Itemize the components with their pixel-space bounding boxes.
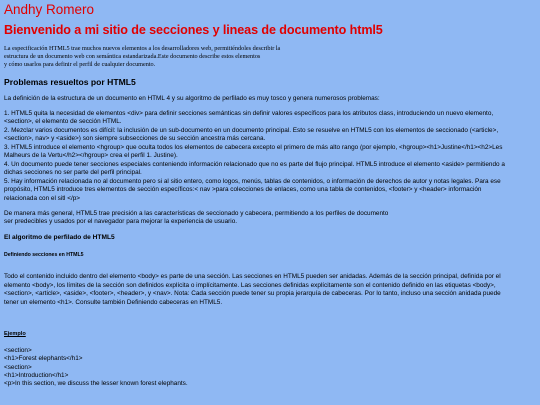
problems-item: Malheurs de la Vertu</h2></hgroup> crea el perfil 1. Justine). [4, 152, 178, 160]
site-name: Andhy Romero [4, 2, 95, 17]
algorithm-line: tener un elemento <h1>. Consulte también Definiendo cabeceras en HTML5. [4, 298, 223, 306]
code-line: <h1>Forest elephants</h1> [4, 355, 83, 363]
problems-item: 3. HTML5 introduce el elemento <hgroup> que oculta todos los elementos de cabecera excepto el primero de más alto rango (por ejemplo, <hgroup><h1>Justine</h1><h2>Les [4, 143, 503, 151]
problems-heading: Problemas resueltos por HTML5 [4, 77, 136, 88]
defining-sections-heading: Definiendo secciones en HTML5 [4, 251, 84, 258]
problems-item: <section>, nav> y <aside>) son siempre subsecciones de su sección ancestra más cercana. [4, 135, 266, 143]
code-line: <section> [4, 363, 32, 371]
closing-line: ser predecibles y usados por el navegador para mejorar la experiencia de usuario. [4, 218, 238, 226]
problems-lead: La definición de la estructura de un documento en HTML 4 y su algoritmo de perfilado es muy tosco y genera numerosos problemas: [4, 94, 380, 102]
problems-item: dichas secciones no ser parte del perfil principal. [4, 169, 142, 177]
problems-item: 4. Un documento puede tener secciones especiales conteniendo información relacionado que no es parte del flujo principal. HTML5 introduce el elemento <aside> permitiendo a [4, 160, 505, 168]
algorithm-paragraph [4, 273, 536, 307]
algorithm-line: elemento <body>, los límites de la sección son definidos explícita o implícitamente. Las secciones definidas explícitamente son el contenido definido en las etiquetas <body>, [4, 281, 496, 289]
intro-line: estructura de un documento web con semántica estandarizada.Este documento describe estos elementos [4, 53, 261, 61]
intro-paragraph [4, 45, 536, 69]
problems-item: <section>, el elemento de sección HTML. [4, 118, 122, 126]
algorithm-heading: El algoritmo de perfilado de HTML5 [4, 233, 115, 241]
problems-item: 5. Hay información relacionada no al documento pero si al sitio entero, como logos, menús, tablas de contenidos, o información de derechos de autor y notas legales. Para ese [4, 177, 501, 185]
code-line: <p>In this section, we discuss the lesser known forest elephants. [4, 380, 188, 388]
algorithm-line: Todo el contenido incluido dentro del elemento <body> es parte de una sección. Las secciones en HTML5 pueden ser anidadas. Además de la sección principal, definida por el [4, 273, 501, 281]
intro-line: y cómo usarlos para definir el perfil de cualquier documento. [4, 61, 156, 69]
algorithm-line: <section>, <article>, <aside>, <footer>, <header>, y <nav>. Nota: Cada sección puede tener su propia jerarquía de cabeceras. Por lo tanto, incluso una sección anidada puede [4, 290, 501, 298]
closing-line: De manera más general, HTML5 trae precisión a las características de seccionado y cabecera, permitiendo a los perfiles de documento [4, 209, 389, 217]
intro-line: La especificación HTML5 trae muchos nuevos elementos a los desarrolladores web, permitiéndoles describir la [4, 45, 281, 52]
example-heading: Ejemplo [4, 331, 26, 338]
problems-item: relacionada con el sitl </p> [4, 194, 81, 202]
problems-item: 2. Mezclar varios documentos es difícil: la inclusión de un sub-documento en un documento principal. Esto se resuelve en HTML5 con los elementos de seccionado (<article>, [4, 126, 499, 134]
problems-item: 1. HTML5 quita la necesidad de elementos <div> para definir secciones semánticas sin definir valores específicos para los atributos class, introduciendo un nuevo elemento, [4, 109, 494, 117]
code-line: <h1>Introduction</h1> [4, 371, 69, 379]
problems-list [4, 110, 536, 203]
page-title: Bienvenido a mi sitio de secciones y lineas de documento html5 [4, 23, 383, 37]
problems-closing [4, 210, 536, 227]
code-line: <section> [4, 346, 32, 354]
problems-item: propósito, HTML5 introduce tres elementos de sección específicos:< nav >para colecciones de enlaces, como una tabla de contenidos, <footer> y <header> información [4, 186, 482, 194]
example-code [4, 347, 536, 389]
